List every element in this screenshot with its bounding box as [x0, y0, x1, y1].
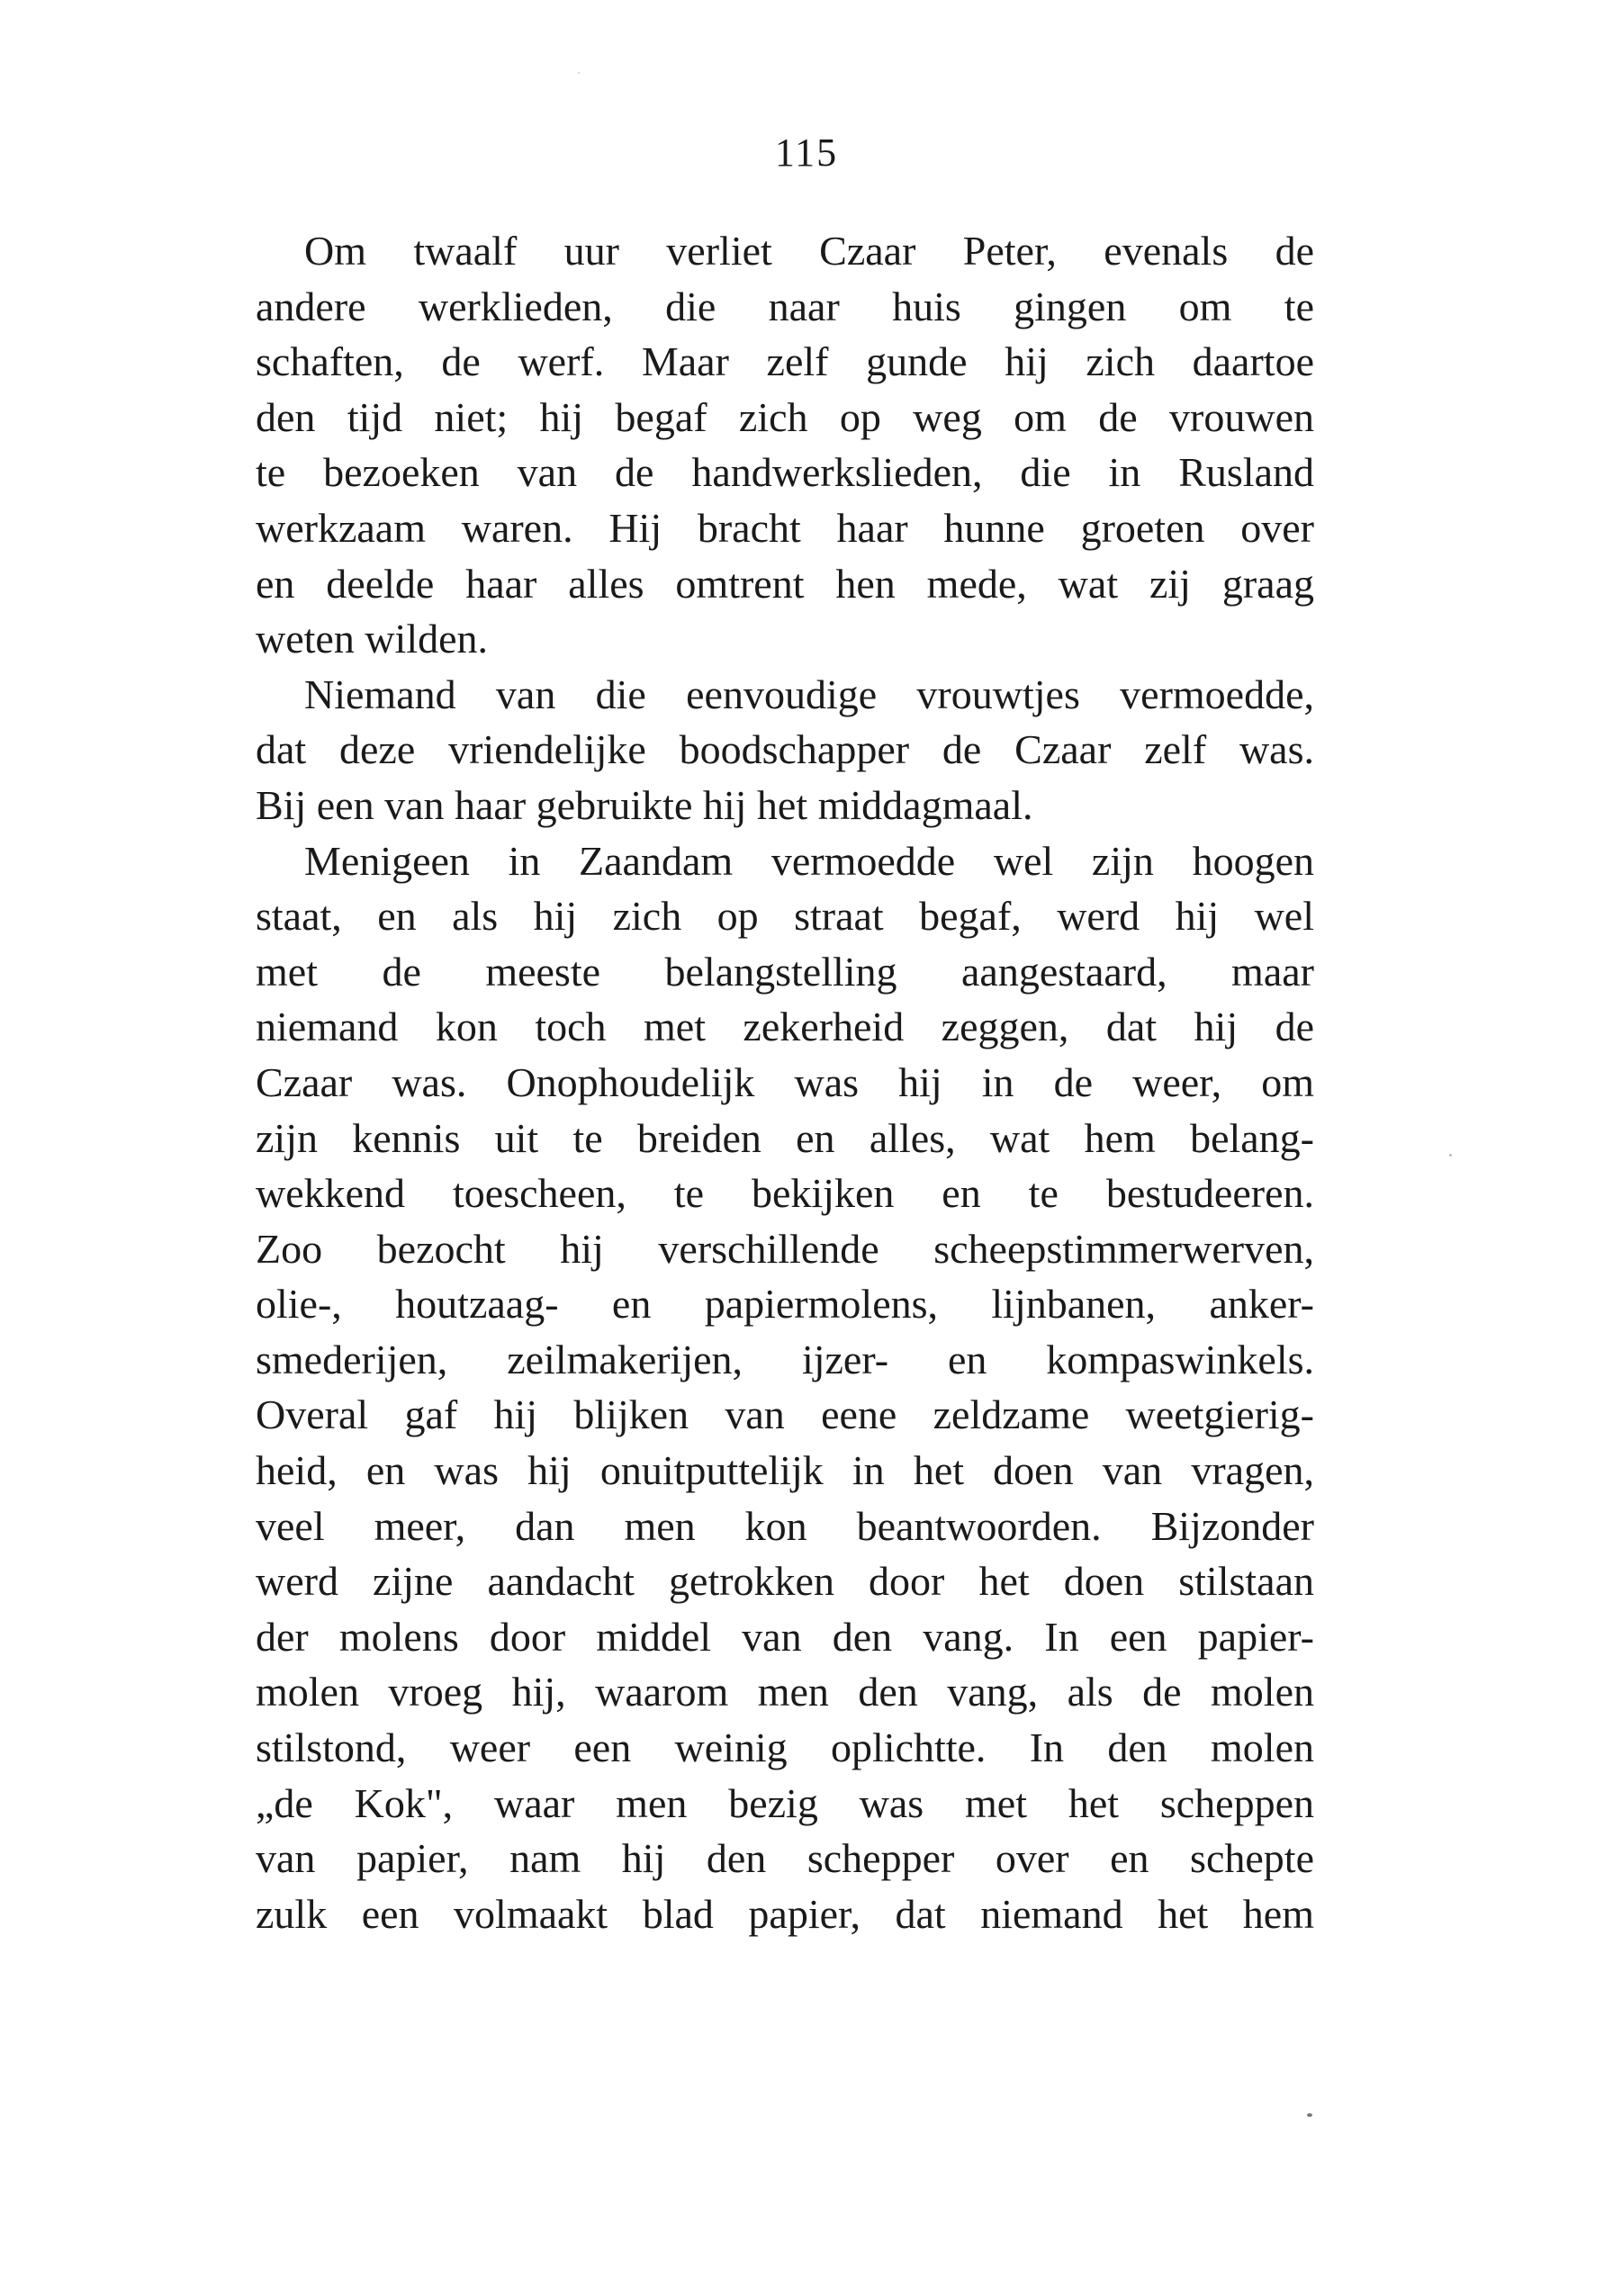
text-line: weten wilden. [256, 616, 489, 662]
text-line: schaften, de werf. Maar zelf gunde hij zich daartoe [256, 338, 1314, 385]
text-line: molen vroeg hij, waarom men den vang, als de molen [256, 1669, 1314, 1715]
text-line: met de meeste belangstelling aangestaard, maar [256, 948, 1314, 995]
paragraph-3 [256, 833, 1314, 1942]
paragraph-2 [256, 667, 1314, 833]
text-line: stilstond, weer een weinig oplichtte. In den molen [256, 1724, 1314, 1771]
text-line: den tijd niet; hij begaf zich op weg om de vrouwen [256, 393, 1314, 440]
text-line: Overal gaf hij blijken van eene zeldzame weetgierig- [256, 1391, 1314, 1438]
text-line: werkzaam waren. Hij bracht haar hunne groeten over [256, 504, 1314, 551]
text-line: van papier, nam hij den schepper over en schepte [256, 1835, 1314, 1882]
text-line: smederijen, zeilmakerijen, ijzer- en kompaswinkels. [256, 1336, 1314, 1382]
text-line: Zoo bezocht hij verschillende scheepstimmerwerven, [256, 1225, 1314, 1272]
text-line: Czaar was. Onophoudelijk was hij in de weer, om [256, 1058, 1314, 1105]
text-line: andere werklieden, die naar huis gingen om te [256, 283, 1314, 329]
page-number: 115 [774, 131, 839, 175]
text-line: werd zijne aandacht getrokken door het doen stilstaan [256, 1558, 1314, 1605]
text-line: Niemand van die eenvoudige vrouwtjes vermoedde, [304, 671, 1314, 717]
scan-speck [1307, 2113, 1312, 2117]
text-line: der molens door middel van den vang. In een papier- [256, 1613, 1314, 1660]
text-line: zijn kennis uit te breiden en alles, wat hem belang- [256, 1114, 1314, 1161]
paragraph-1 [256, 223, 1314, 667]
text-line: staat, en als hij zich op straat begaf, werd hij wel [256, 893, 1314, 940]
scan-speck [578, 72, 580, 74]
text-line: olie-, houtzaag- en papiermolens, lijnbanen, anker- [256, 1281, 1314, 1328]
text-line: en deelde haar alles omtrent hen mede, wat zij graag [256, 560, 1314, 607]
text-line: Om twaalf uur verliet Czaar Peter, evenals de [304, 228, 1314, 274]
scan-speck [1449, 1154, 1452, 1157]
body-text [256, 223, 1314, 1941]
text-line: Bij een van haar gebruikte hij het middagmaal. [256, 781, 1033, 828]
text-line: niemand kon toch met zekerheid zeggen, dat hij de [256, 1004, 1314, 1050]
text-line: wekkend toescheen, te bekijken en te bestudeeren. [256, 1170, 1314, 1217]
text-line: te bezoeken van de handwerkslieden, die in Rusland [256, 449, 1314, 496]
text-line: „de Kok", waar men bezig was met het scheppen [256, 1779, 1314, 1826]
text-line: Menigeen in Zaandam vermoedde wel zijn hoogen [304, 837, 1314, 884]
text-line: zulk een volmaakt blad papier, dat niemand het hem [256, 1890, 1314, 1937]
text-line: dat deze vriendelijke boodschapper de Czaar zelf was. [256, 726, 1314, 773]
text-line: heid, en was hij onuitputtelijk in het doen van vragen, [256, 1447, 1314, 1494]
text-line: veel meer, dan men kon beantwoorden. Bijzonder [256, 1502, 1314, 1549]
